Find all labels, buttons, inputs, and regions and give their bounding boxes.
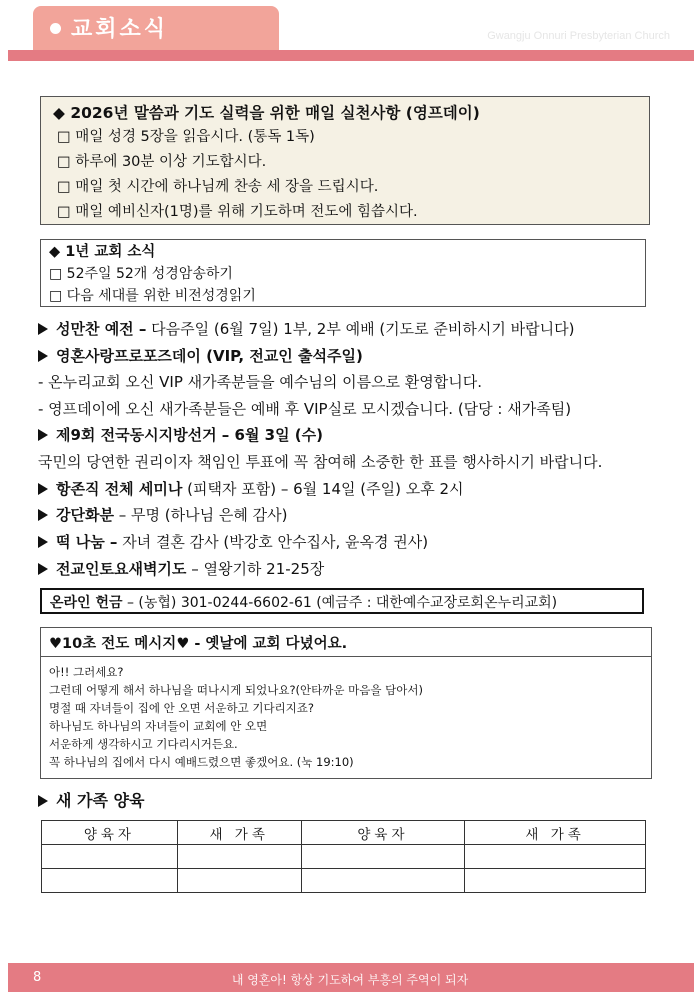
table-cell: [301, 869, 465, 893]
news-rice-cake-text: 자녀 결혼 감사 (박강호 안수집사, 윤옥경 권사): [117, 533, 429, 551]
column-header: 새 가족: [465, 821, 646, 845]
evangelism-line: 서운하게 생각하시고 기다리시거든요.: [49, 737, 238, 751]
news-flower: [38, 504, 287, 525]
news-election: [38, 424, 323, 445]
adoption-section-title: [38, 788, 144, 811]
table-cell: [177, 845, 301, 869]
footer-motto: 내 영혼아! 항상 기도하여 부흥의 주역이 되자: [231, 973, 469, 987]
evangelism-message-box: [40, 627, 652, 779]
table-row: [42, 869, 646, 893]
table-row: [42, 845, 646, 869]
news-election-label: 제9회 전국동시지방선거 – 6월 3일 (수): [56, 426, 324, 444]
triangle-bullet-icon: [38, 536, 48, 548]
triangle-bullet-icon: [38, 350, 48, 362]
header-bar: [8, 50, 694, 61]
news-communion-text: 다음주일 (6월 7일) 1부, 2부 예배 (기도로 준비하시기 바랍니다): [146, 320, 575, 338]
news-dawn-prayer-label: 전교인토요새벽기도: [56, 560, 187, 578]
table-cell: [42, 869, 178, 893]
yearly-item: □ 52주일 52개 성경암송하기: [49, 266, 233, 282]
practice-item: □ 하루에 30분 이상 기도합시다.: [57, 154, 267, 170]
practice-item: □ 매일 첫 시간에 하나님께 찬송 세 장을 드립시다.: [57, 179, 379, 195]
practice-item: □ 매일 성경 5장을 읽읍시다. (통독 1독): [57, 129, 315, 145]
news-flower-text: – 무명 (하나님 은혜 감사): [113, 506, 288, 524]
online-offering-details: – (농협) 301-0244-6602-61 (예금주 : 대한예수교장로회온누리교회): [122, 595, 558, 611]
table-cell: [465, 845, 646, 869]
triangle-bullet-icon: [38, 795, 48, 807]
news-communion-label: 성만찬 예전 –: [56, 320, 147, 338]
news-soul-love: [38, 345, 363, 366]
section-title-text: 교회소식: [71, 17, 169, 42]
column-header: 양육자: [42, 821, 178, 845]
table-cell: [177, 869, 301, 893]
yearly-item: □ 다음 세대를 위한 비전성경읽기: [49, 288, 256, 304]
daily-practice-box: [40, 96, 650, 225]
evangelism-body: [41, 657, 651, 777]
news-rice-cake: [38, 531, 428, 552]
column-header: 새 가족: [177, 821, 301, 845]
table-header-row: [42, 821, 646, 845]
news-seminar-text: (피택자 포함) – 6월 14일 (주일) 오후 2시: [182, 480, 464, 498]
triangle-bullet-icon: [38, 429, 48, 441]
triangle-bullet-icon: [38, 563, 48, 575]
column-header: 양육자: [301, 821, 465, 845]
daily-practice-title: ◆ 2026년 말씀과 기도 실력을 위한 매일 실천사항 (영프데이): [53, 104, 480, 122]
yearly-news-title: ◆ 1년 교회 소식: [49, 244, 156, 260]
news-soul-love-label: 영혼사랑프로포즈데이 (VIP, 전교인 출석주일): [56, 347, 363, 365]
news-soul-love-line2: - 영프데이에 오신 새가족분들은 예배 후 VIP실로 모시겠습니다. (담당 : 새가족팀): [38, 400, 572, 418]
online-offering-box: [40, 588, 644, 614]
evangelism-title: ♥10초 전도 메시지♥ - 옛날에 교회 다녔어요.: [41, 628, 651, 657]
triangle-bullet-icon: [38, 323, 48, 335]
evangelism-line: 그런데 어떻게 해서 하나님을 떠나시게 되었나요?(안타까운 마음을 담아서): [49, 683, 423, 697]
church-name: Gwangju Onnuri Presbyterian Church: [487, 30, 670, 42]
news-seminar: [38, 478, 463, 499]
triangle-bullet-icon: [38, 483, 48, 495]
evangelism-line: 꼭 하나님의 집에서 다시 예배드렸으면 좋겠어요. (눅 19:10): [49, 755, 354, 769]
news-soul-love-line1: - 온누리교회 오신 VIP 새가족분들을 예수님의 이름으로 환영합니다.: [38, 373, 483, 391]
adoption-table: [41, 820, 646, 893]
section-title: [50, 12, 168, 43]
evangelism-line: 하나님도 하나님의 자녀들이 교회에 안 오면: [49, 719, 268, 733]
practice-item: □ 매일 예비신자(1명)를 위해 기도하며 전도에 힘씁시다.: [57, 204, 418, 220]
news-seminar-label: 항존직 전체 세미나: [56, 480, 183, 498]
table-cell: [465, 869, 646, 893]
news-communion: [38, 318, 574, 339]
evangelism-line: 아!! 그러세요?: [49, 665, 124, 679]
news-election-text: 국민의 당연한 권리이자 책임인 투표에 꼭 참여해 소중한 한 표를 행사하시기 바랍니다.: [38, 453, 603, 471]
triangle-bullet-icon: [38, 509, 48, 521]
page-number: 8: [33, 970, 42, 985]
news-dawn-prayer: [38, 558, 324, 579]
yearly-news-box: [40, 239, 646, 307]
table-cell: [301, 845, 465, 869]
bullet-dot-icon: [50, 23, 61, 34]
table-cell: [42, 845, 178, 869]
adoption-title-text: 새 가족 양육: [56, 791, 145, 810]
news-rice-cake-label: 떡 나눔 –: [56, 533, 118, 551]
news-dawn-prayer-text: – 열왕기하 21-25장: [186, 560, 325, 578]
news-flower-label: 강단화분: [56, 506, 114, 524]
evangelism-line: 명절 때 자녀들이 집에 안 오면 서운하고 기다리지죠?: [49, 701, 314, 715]
online-offering-label: 온라인 헌금: [50, 595, 123, 611]
